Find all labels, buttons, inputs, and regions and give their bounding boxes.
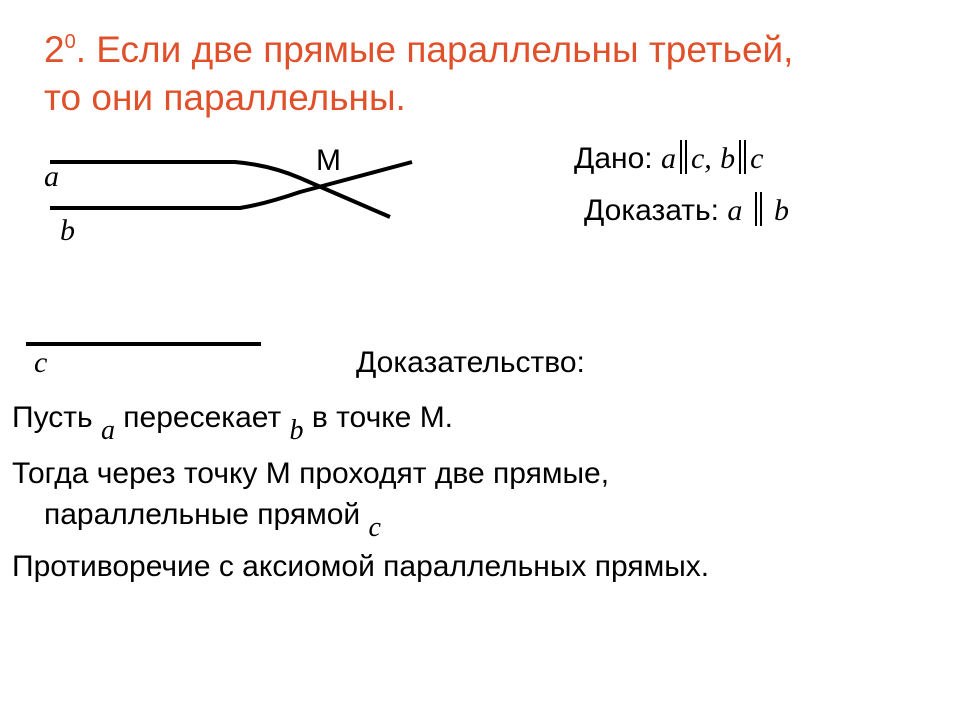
proof-line-1-text-1: Пусть (12, 401, 93, 434)
proof-var-b: b (289, 415, 304, 446)
prove-label: Доказать: (584, 194, 719, 227)
parallel-symbol-icon (738, 140, 747, 174)
proof-var-c: c (368, 512, 381, 543)
given-var-a: a (660, 142, 676, 175)
proof-line-2: Тогда через точку М проходят две прямые, (12, 457, 610, 490)
given-var-b: b (720, 142, 736, 175)
theorem-number: 2 (44, 29, 65, 70)
label-b: b (60, 214, 75, 247)
given-var-c1: c, (690, 142, 712, 175)
proof-line-1-text-2: пересекает (123, 401, 282, 434)
title-text-1: . Если две прямые параллельны третьей, (75, 29, 794, 70)
prove-var-a: a (727, 194, 743, 227)
given-label: Дано: (574, 142, 653, 175)
given-var-c2: c (750, 142, 764, 175)
label-point-m: M (316, 144, 341, 177)
proof-line-1-text-3: в точке М. (311, 401, 454, 434)
proof-heading: Доказательство: (356, 346, 585, 379)
proof-var-a: a (100, 415, 115, 446)
parallel-symbol-icon (679, 140, 688, 174)
title-line-2: то они параллельны. (44, 77, 406, 118)
label-a: a (44, 160, 59, 193)
theorem-number-superscript: 0 (64, 31, 76, 53)
parallel-symbol-icon (754, 192, 763, 226)
label-c: c (34, 346, 48, 379)
proof-line-4: Противоречие с аксиомой параллельных прямых. (12, 550, 710, 583)
proof-line-1 (12, 400, 454, 446)
prove-var-b: b (774, 194, 789, 227)
proof-line-3 (44, 497, 381, 543)
proof-line-3-text: параллельные прямой (44, 498, 361, 531)
given-line (574, 140, 763, 177)
prove-line (584, 192, 789, 229)
